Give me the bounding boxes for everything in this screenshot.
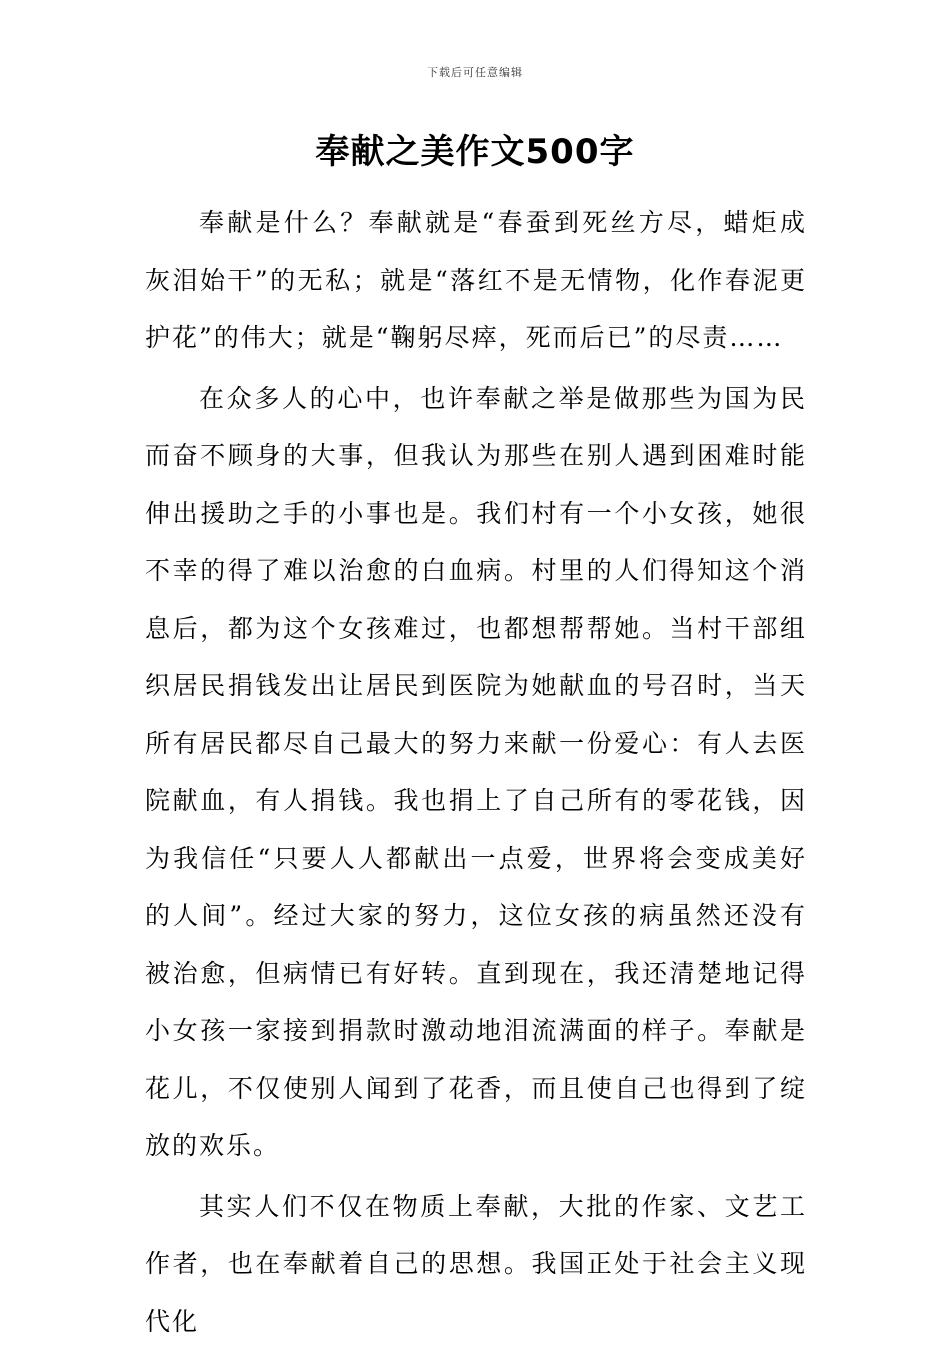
header-note: 下载后可任意编辑 bbox=[427, 66, 523, 79]
paragraph-3: 其实人们不仅在物质上奉献，大批的作家、文艺工作者，也在奉献着自己的思想。我国正处于社会主义现代化 bbox=[145, 1191, 807, 1336]
document-body bbox=[145, 194, 807, 1353]
document-title: 奉献之美作文500字 bbox=[315, 132, 635, 172]
paragraph-2: 在众多人的心中，也许奉献之举是做那些为国为民而奋不顾身的大事，但我认为那些在别人遇到困难时能伸出援助之手的小事也是。我们村有一个小女孩，她很不幸的得了难以治愈的白血病。村里的人们得知这个消息后，都为这个女孩难过，也都想帮帮她。当村干部组织居民捐钱发出让居民到医院为她献血的号召时，当天所有居民都尽自己最大的努力来献一份爱心：有人去医院献血，有人捐钱。我也捐上了自己所有的零花钱，因为我信任“只要人人都献出一点爱，世界将会变成美好的人间”。经过大家的努力，这位女孩的病虽然还没有被治愈，但病情已有好转。直到现在，我还清楚地记得小女孩一家接到捐款时激动地泪流满面的样子。奉献是花儿，不仅使别人闻到了花香，而且使自己也得到了绽放的欢乐。 bbox=[145, 383, 807, 1160]
paragraph-1: 奉献是什么？奉献就是“春蚕到死丝方尽，蜡炬成灰泪始干”的无私；就是“落红不是无情物，化作春泥更护花”的伟大；就是“鞠躬尽瘁，死而后已”的尽责…… bbox=[145, 208, 807, 352]
